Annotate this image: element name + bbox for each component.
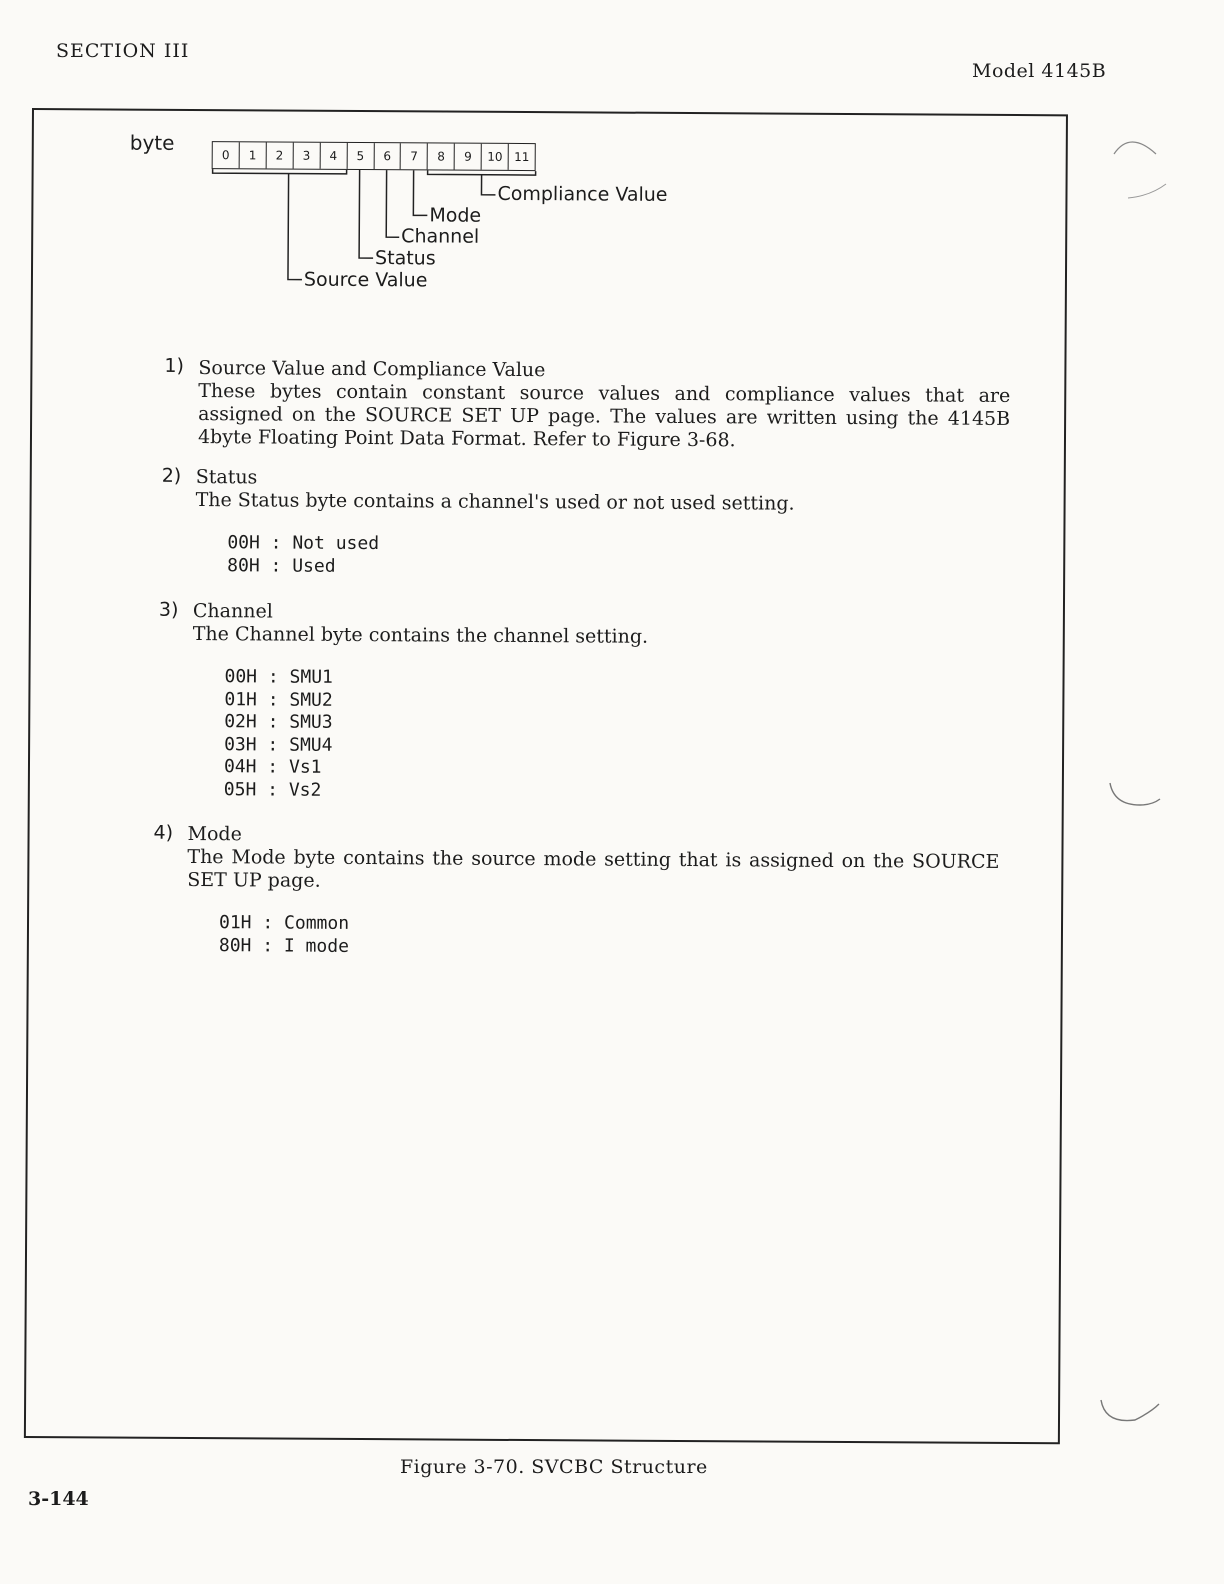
code-list [224,666,993,806]
byte-cell: 1 [240,142,267,168]
item-body-line: 4byte Floating Point Data Format. Refer to Figure 3-68. [197,426,736,452]
item-mode [187,823,1000,962]
code-list [219,912,999,962]
binder-hole-mark [1095,1390,1165,1440]
code-desc: Common [283,912,350,934]
code-value: 01H : [224,688,279,711]
item-body-line: The Status byte contains a channel's used or not used setting. [195,489,795,515]
byte-cell: 8 [428,143,455,169]
binder-hole-mark [1100,130,1170,210]
item-status [195,466,996,582]
callout-source-value: Source Value [303,268,428,292]
code-value: 02H : [224,711,279,733]
code-desc: Vs1 [288,756,322,778]
item-channel [192,600,993,806]
item-source-compliance [198,357,1011,454]
code-row [224,779,992,806]
byte-cell: 5 [347,143,374,169]
code-desc: SMU2 [289,689,333,711]
byte-cell: 0 [213,142,240,168]
model-label: Model 4145B [972,60,1107,82]
code-row [219,935,999,962]
item-body-line: assigned on the SOURCE SET UP page. The values are written using the 4145B [198,403,1011,430]
code-row [227,532,995,559]
callout-status: Status [375,247,436,270]
code-value: 80H : [227,554,282,577]
binder-hole-mark [1100,775,1170,825]
figure-frame [24,108,1068,1444]
code-desc: Used [292,555,336,577]
code-list [227,532,995,582]
code-value: 00H : [224,666,279,688]
byte-cell: 7 [401,143,428,169]
code-value: 03H : [224,733,279,756]
code-desc: Not used [292,532,380,555]
item-title: Mode [187,822,242,846]
item-number: 1) [164,354,185,377]
item-title: Source Value and Compliance Value [198,357,546,382]
byte-cell: 10 [482,144,509,170]
item-number: 2) [161,464,182,487]
byte-cell: 6 [374,143,401,169]
page-number: 3-144 [28,1488,89,1510]
byte-cell: 2 [266,142,293,168]
code-value: 01H : [218,912,274,934]
item-number: 4) [153,821,174,844]
code-desc: Vs2 [288,779,322,801]
code-desc: SMU4 [289,734,333,756]
item-body-line: These bytes contain constant source values and compliance values that are [198,380,1011,407]
item-title: Channel [192,599,273,623]
code-desc: SMU1 [289,666,333,688]
code-row [227,555,995,582]
item-number: 3) [158,598,179,621]
code-desc: SMU3 [289,711,333,733]
byte-cell: 11 [514,149,530,165]
byte-label: byte [129,130,175,155]
byte-cell: 4 [320,143,347,169]
item-body-line: The Channel byte contains the channel setting. [192,622,649,648]
item-body-line: The Mode byte contains the source mode setting that is assigned on the SOURCE [187,845,1000,873]
code-desc: I mode [283,935,350,957]
figure-caption: Figure 3-70. SVCBC Structure [400,1456,708,1478]
callout-mode: Mode [429,204,482,227]
section-label: SECTION III [56,40,190,62]
code-value: 05H : [223,778,279,801]
callout-compliance-value: Compliance Value [497,182,668,206]
code-value: 80H : [218,934,274,956]
byte-cell: 3 [293,143,320,169]
byte-cell: 9 [455,144,482,170]
code-value: 04H : [223,756,279,778]
item-title: Status [195,466,258,489]
item-body-line: SET UP page. [187,868,321,892]
code-value: 00H : [227,532,282,554]
callout-channel: Channel [401,225,480,248]
callout-leader-lines [33,110,1070,316]
